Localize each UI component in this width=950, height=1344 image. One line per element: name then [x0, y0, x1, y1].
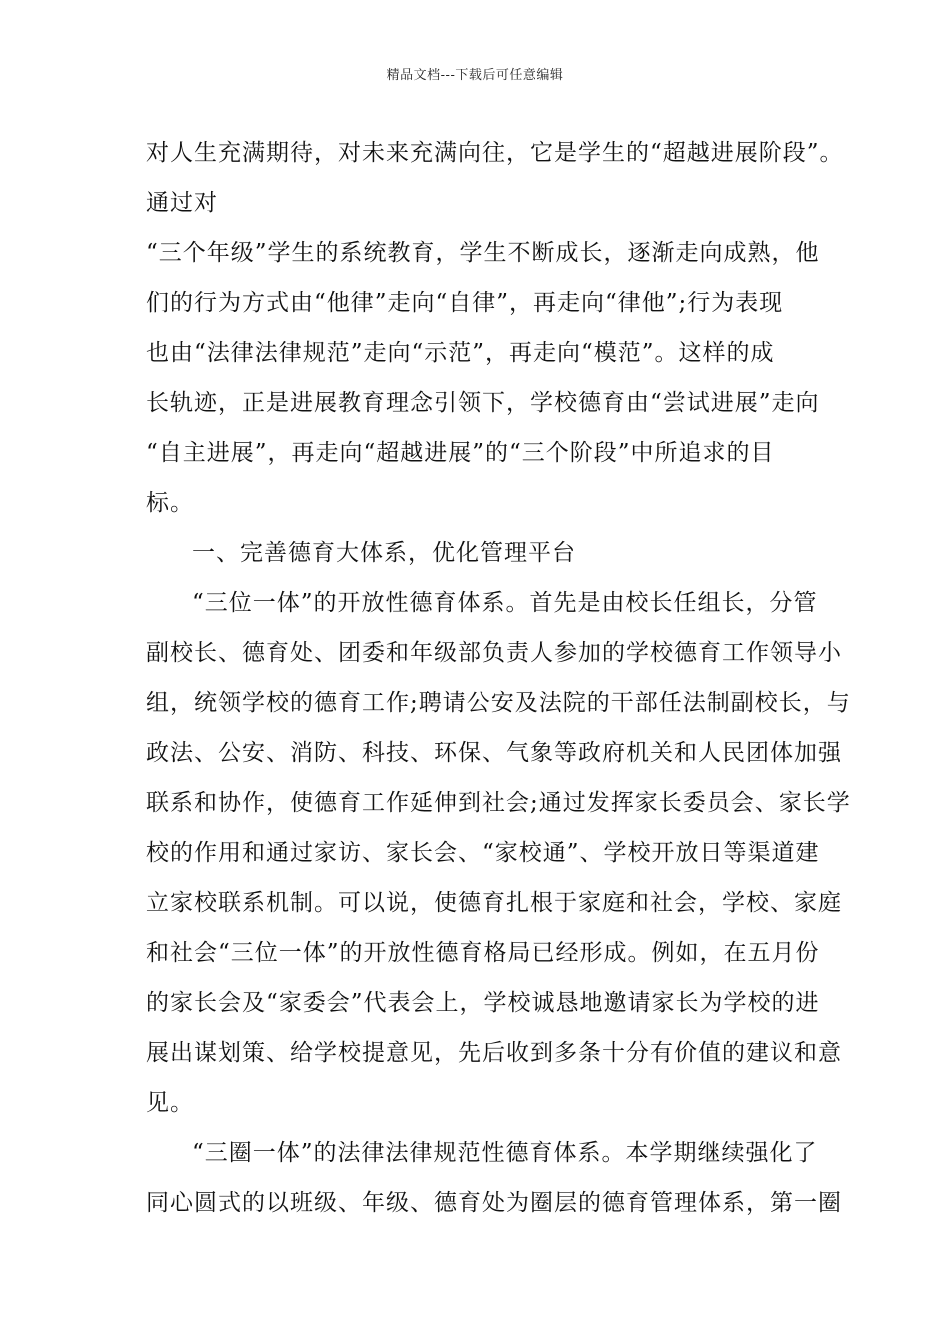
text-line: 通过对	[146, 190, 218, 216]
text-line: “三位一体”的开放性德育体系。首先是由校长任组长，分管	[192, 590, 818, 616]
text-line: 的家长会及“家委会”代表会上，学校诚恳地邀请家长为学校的进	[146, 990, 820, 1016]
text-line: 和社会“三位一体”的开放性德育格局已经形成。例如，在五月份	[146, 940, 820, 966]
text-line: 立家校联系机制。可以说，使德育扎根于家庭和社会，学校、家庭	[146, 890, 842, 916]
text-line: 长轨迹，正是进展教育理念引领下，学校德育由“尝试进展”走向	[146, 390, 820, 416]
text-line: 也由“法律法律规范”走向“示范”，再走向“模范”。这样的成	[146, 340, 775, 366]
text-line: 展出谋划策、给学校提意见，先后收到多条十分有价值的建议和意	[146, 1040, 842, 1066]
text-line: 同心圆式的以班级、年级、德育处为圈层的德育管理体系，第一圈	[146, 1190, 842, 1216]
text-line: 对人生充满期待，对未来充满向往，它是学生的“超越进展阶段”。	[146, 140, 844, 166]
text-line: 们的行为方式由“他律”走向“自律”，再走向“律他”;行为表现	[146, 290, 784, 316]
text-line: “三圈一体”的法律法律规范性德育体系。本学期继续强化了	[192, 1140, 818, 1166]
page-header: 精品文档---下载后可任意编辑	[386, 68, 564, 83]
text-line: 副校长、德育处、团委和年级部负责人参加的学校德育工作领导小	[146, 640, 842, 666]
text-line: 联系和协作，使德育工作延伸到社会;通过发挥家长委员会、家长学	[146, 790, 851, 816]
text-line: 政法、公安、消防、科技、环保、气象等政府机关和人民团体加强	[146, 740, 842, 766]
text-line: 组，统领学校的德育工作;聘请公安及法院的干部任法制副校长，与	[146, 690, 851, 716]
text-line: 见。	[146, 1090, 194, 1116]
document-body	[146, 128, 851, 1228]
text-line: 校的作用和通过家访、家长会、“家校通”、学校开放日等渠道建	[146, 840, 820, 866]
text-line: 标。	[146, 490, 194, 516]
text-line: “三个年级”学生的系统教育，学生不断成长，逐渐走向成熟，他	[146, 240, 820, 266]
section-heading: 一、完善德育大体系，优化管理平台	[192, 540, 576, 566]
text-line: “自主进展”，再走向“超越进展”的“三个阶段”中所追求的目	[146, 440, 775, 466]
